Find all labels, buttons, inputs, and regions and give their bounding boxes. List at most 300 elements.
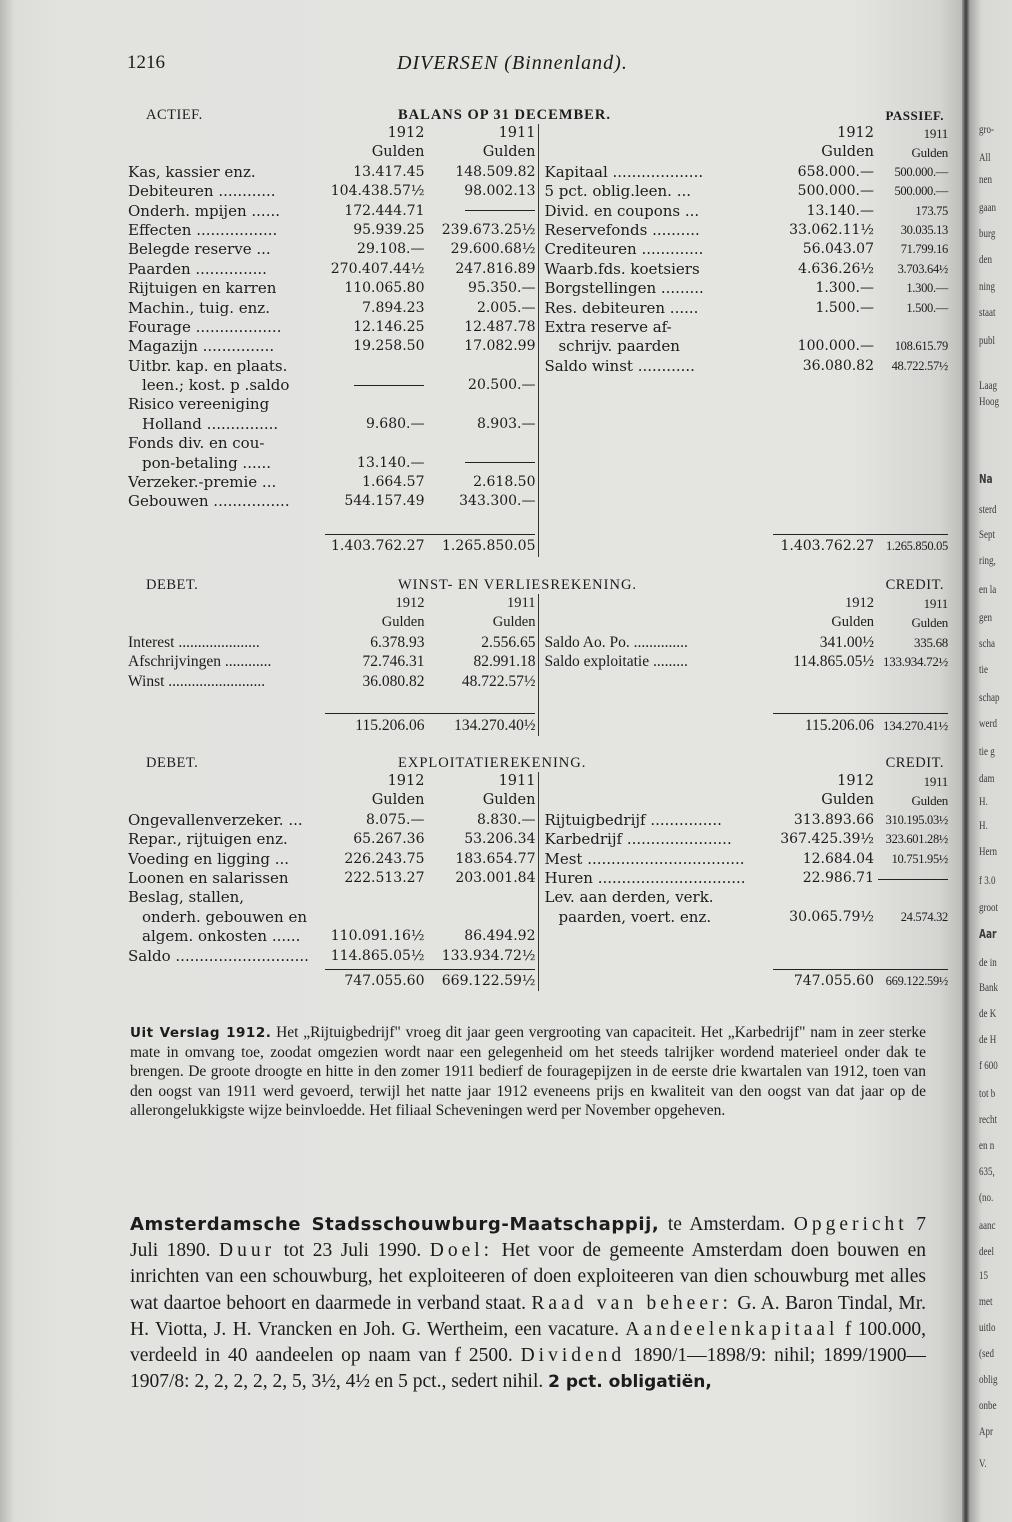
row-label — [544, 537, 780, 556]
value-1911: 343.300.— — [459, 493, 536, 510]
value-1912: 56.043.07 — [802, 241, 874, 258]
value-1911: 669.122.59½ — [441, 972, 536, 989]
board-label: Raad van beheer: — [531, 1292, 732, 1314]
value-1911: 133.934.72½ — [441, 947, 536, 964]
operating-account — [128, 754, 948, 991]
value-1912: 1912 — [845, 595, 874, 611]
table-row — [128, 240, 538, 259]
value-1912 — [326, 908, 424, 927]
value-1912 — [326, 357, 424, 376]
unit-header-row — [128, 791, 538, 810]
unit-header-row — [544, 791, 948, 810]
unit-label: Gulden — [371, 792, 425, 809]
value-1911: 173.75 — [915, 203, 948, 218]
value-1912: 1.664.57 — [362, 474, 425, 491]
value-1911: 1911 — [923, 126, 948, 141]
row-label: Divid. en coupons ... — [544, 201, 700, 220]
operating-account-header — [128, 754, 948, 772]
facing-page-fragment: 635, — [979, 1164, 995, 1178]
total-row — [128, 972, 538, 991]
table-row — [544, 652, 948, 671]
column-header-row — [544, 124, 948, 143]
row-label — [544, 947, 780, 966]
table-row — [544, 869, 948, 888]
value-1912: 100.000.— — [797, 338, 874, 355]
row-label: Beslag, stallen, — [128, 888, 245, 907]
value-1912: 36.080.82 — [362, 672, 425, 690]
spacer-row — [544, 473, 948, 492]
facing-page-fragment: Sept — [979, 527, 996, 541]
row-label: Holland ............... — [142, 414, 279, 433]
row-label: Afschrijvingen ............ — [128, 653, 272, 671]
table-row — [544, 888, 948, 907]
table-row — [128, 927, 538, 946]
row-label: Waarb.fds. koetsiers — [544, 259, 700, 278]
value-1911: 500.000.— — [894, 164, 948, 179]
unit-label: Gulden — [371, 144, 425, 161]
company-name: Amsterdamsche Stadsschouwburg-Maatschappij, — [130, 1214, 660, 1235]
row-label: Reservefonds .......... — [544, 220, 700, 239]
page-number: 1216 — [127, 52, 165, 73]
share-capital-label: Aandeelenkapitaal — [625, 1318, 839, 1340]
row-label: Onderh. mpijen ...... — [128, 201, 280, 220]
value-1912: 367.425.39½ — [780, 831, 874, 848]
row-label: Saldo winst ............ — [544, 356, 695, 375]
value-1911: 29.600.68½ — [450, 241, 536, 258]
row-label: Verzeker.-premie ... — [128, 473, 277, 492]
facing-page-fragment: Bank — [979, 980, 999, 994]
total-rule — [544, 710, 948, 716]
facing-page-fragment: groot — [979, 900, 999, 914]
table-row — [128, 454, 538, 473]
value-1911: 1.265.850.05 — [885, 539, 948, 554]
value-1911 — [424, 395, 538, 414]
facing-page-fragment: oblig — [979, 1372, 998, 1386]
value-1911: 239.673.25½ — [441, 221, 536, 238]
facing-page-fragment: Hoog — [979, 394, 1000, 408]
spacer-row — [128, 691, 538, 710]
value-1912: 110.091.16½ — [330, 928, 425, 945]
row-label — [544, 791, 780, 810]
value-1912: 36.080.82 — [802, 357, 874, 374]
value-1912: 110.065.80 — [344, 280, 425, 297]
value-1911: 1.300.— — [906, 281, 948, 296]
facing-page-fragment: V. — [979, 1456, 987, 1470]
row-label: Mest ................................. — [544, 849, 745, 868]
row-label: paarden, voert. enz. — [558, 907, 712, 926]
spacer-row — [128, 512, 538, 531]
facing-page-fragment: werd — [979, 716, 997, 730]
unit-header-row — [544, 613, 948, 632]
value-1912: 270.407.44½ — [330, 260, 425, 277]
actief-label: ACTIEF. — [146, 107, 203, 123]
value-1911: 24.574.32 — [900, 909, 948, 924]
row-label — [128, 143, 326, 162]
total-row — [544, 716, 948, 735]
value-1912: 747.055.60 — [344, 972, 425, 989]
row-label: Fonds div. en cou- — [128, 434, 265, 453]
table-row — [544, 221, 948, 240]
facing-page-fragment: uitlo — [979, 1320, 996, 1334]
value-1911: 1911 — [498, 125, 536, 141]
value-1911 — [874, 869, 948, 888]
spacer-row — [544, 672, 948, 691]
row-label — [544, 613, 780, 632]
table-row — [128, 163, 538, 182]
facing-page-fragment: ning — [979, 279, 996, 293]
column-header-row — [128, 594, 538, 613]
passief-column — [539, 124, 948, 557]
table-row — [544, 850, 948, 869]
founded-value: 7 Juli 1890. — [130, 1214, 926, 1262]
row-label: Crediteuren ............. — [544, 240, 704, 259]
value-1912: 115.206.06 — [355, 717, 425, 735]
table-row — [128, 811, 538, 830]
value-1911 — [424, 454, 538, 473]
credit-label: CREDIT. — [885, 577, 944, 593]
facing-page-fragment: burg — [979, 226, 996, 240]
value-1912: 22.986.71 — [802, 869, 874, 886]
table-row — [544, 337, 948, 356]
row-label: Effecten ................. — [128, 220, 278, 239]
value-1911: 669.122.59½ — [885, 973, 948, 988]
table-row — [128, 672, 538, 691]
value-1912: 95.939.25 — [353, 221, 425, 238]
duration-value: tot 23 Juli 1990. — [283, 1240, 422, 1262]
value-1912: 1.403.762.27 — [330, 538, 425, 555]
row-label: Kapitaal ................... — [544, 162, 704, 181]
value-1912: 313.893.66 — [793, 811, 874, 828]
value-1911: 500.000.— — [894, 184, 948, 199]
total-rule — [128, 966, 538, 972]
value-1912: 65.267.36 — [353, 831, 425, 848]
value-1911: 108.615.79 — [894, 339, 948, 354]
value-1912: 19.258.50 — [353, 338, 425, 355]
table-row — [544, 357, 948, 376]
row-label — [128, 772, 326, 791]
total-rule — [128, 531, 538, 537]
value-1912: 658.000.— — [797, 163, 874, 180]
value-1912: 72.746.31 — [362, 653, 425, 671]
value-1911: 310.195.03½ — [885, 812, 948, 827]
operating-credit-column — [539, 772, 948, 991]
table-row — [544, 908, 948, 927]
facing-page-fragment: onbe — [979, 1398, 997, 1412]
unit-header-row — [544, 143, 948, 162]
table-row — [128, 299, 538, 318]
value-1912: 33.062.11½ — [789, 221, 874, 238]
table-row — [544, 279, 948, 298]
row-label: Belegde reserve ... — [128, 240, 271, 259]
value-1912: 9.680.— — [365, 415, 425, 432]
table-row — [128, 473, 538, 492]
row-label: 5 pct. oblig.leen. ... — [544, 182, 692, 201]
row-label: Gebouwen ................ — [128, 492, 290, 511]
table-row — [128, 260, 538, 279]
total-row — [128, 716, 538, 735]
value-1912: 115.206.06 — [804, 717, 874, 735]
report-paragraph — [130, 1023, 926, 1120]
spacer-row — [544, 415, 948, 434]
value-1912: 114.865.05½ — [330, 947, 425, 964]
row-label: Winst ......................... — [128, 672, 266, 690]
row-label — [544, 772, 780, 791]
facing-page-fragment: Na — [979, 472, 993, 486]
value-1911 — [424, 908, 538, 927]
facing-page-fragment: All — [979, 150, 991, 164]
debet-label: DEBET. — [146, 755, 199, 771]
spacer-row — [544, 434, 948, 453]
value-1911 — [874, 947, 948, 966]
value-1911: 82.991.18 — [473, 653, 536, 671]
balance-sheet-title: BALANS OP 31 DECEMBER. — [398, 107, 611, 123]
value-1912: 747.055.60 — [793, 972, 874, 989]
unit-label: Gulden — [831, 614, 874, 631]
row-label — [544, 972, 780, 991]
unit-label: Gulden — [911, 615, 948, 631]
value-1911: 95.350.— — [468, 280, 536, 297]
value-1912: 1912 — [387, 773, 425, 789]
value-1911 — [874, 318, 948, 337]
facing-page-fragment: tie — [979, 662, 988, 676]
row-label — [128, 791, 326, 810]
table-row — [544, 318, 948, 337]
value-1911: 20.500.— — [468, 377, 536, 394]
table-row — [128, 337, 538, 356]
facing-page-fragment: nen — [979, 172, 992, 186]
purpose-label: Doel: — [429, 1240, 494, 1262]
facing-page-fragment: gaan — [979, 200, 996, 214]
value-1912 — [780, 947, 874, 966]
table-row — [544, 633, 948, 652]
row-label: Rijtuigen en karren — [128, 279, 277, 298]
table-row — [128, 869, 538, 888]
value-1912: 12.684.04 — [802, 850, 874, 867]
table-row — [128, 279, 538, 298]
column-header-row — [128, 772, 538, 791]
value-1911 — [424, 888, 538, 907]
facing-page-fragment: tie g — [979, 744, 995, 758]
bonds-label: 2 pct. obligatiën, — [548, 1372, 712, 1393]
value-1911: 1.500.— — [906, 300, 948, 315]
value-1912: 1912 — [387, 125, 425, 141]
table-row — [128, 908, 538, 927]
value-1911: 1911 — [923, 774, 948, 789]
dividend-label: Dividend — [520, 1345, 626, 1367]
profit-loss-title: WINST- EN VERLIESREKENING. — [398, 577, 638, 593]
balance-sheet-header — [128, 106, 948, 124]
row-label — [128, 124, 326, 143]
row-label — [128, 613, 326, 632]
table-row — [128, 182, 538, 201]
row-label — [128, 537, 326, 556]
row-label: Kas, kassier enz. — [128, 162, 256, 181]
value-1912 — [326, 376, 424, 395]
facing-page-fragment: en la — [979, 582, 997, 596]
table-row — [544, 927, 948, 946]
value-1912: 8.075.— — [365, 811, 425, 828]
value-1911: 48.722.57½ — [891, 358, 948, 373]
value-1912: 13.417.45 — [353, 163, 425, 180]
table-row — [128, 318, 538, 337]
total-row — [128, 537, 538, 556]
table-row — [544, 947, 948, 966]
row-label: Lev. aan derden, verk. — [544, 888, 714, 907]
row-label: Extra reserve af- — [544, 317, 672, 336]
facing-page-fragment: Hern — [979, 844, 997, 858]
unit-label: Gulden — [911, 793, 948, 809]
row-label: Ongevallenverzeker. ... — [128, 810, 303, 829]
facing-page-fragment: gen — [979, 610, 992, 624]
table-row — [128, 830, 538, 849]
column-header-row — [128, 124, 538, 143]
table-row — [544, 811, 948, 830]
table-row — [128, 947, 538, 966]
total-row — [544, 537, 948, 556]
unit-label: Gulden — [482, 144, 536, 161]
table-row — [128, 492, 538, 511]
profit-loss-account — [128, 576, 948, 736]
value-1912: 114.865.05½ — [793, 653, 874, 671]
value-1911: 2.556.65 — [481, 633, 536, 651]
table-row — [128, 434, 538, 453]
facing-page-fragment: ring, — [979, 553, 996, 567]
spacer-row — [544, 691, 948, 710]
row-label — [544, 716, 780, 735]
facing-page-fragment: f 600 — [979, 1058, 998, 1072]
value-1912: 13.140.— — [357, 454, 425, 471]
row-label: Loonen en salarissen — [128, 868, 289, 887]
value-1911: 1911 — [498, 773, 536, 789]
facing-page-fragment: deel — [979, 1244, 994, 1258]
row-label: algem. onkosten ...... — [142, 927, 301, 946]
balance-sheet — [128, 106, 948, 557]
facing-page-fragment: de H — [979, 1032, 997, 1046]
row-label: Saldo exploitatie ......... — [544, 653, 688, 671]
table-row — [128, 652, 538, 671]
value-1911: 247.816.89 — [455, 260, 536, 277]
value-1912: 13.140.— — [806, 202, 874, 219]
row-label — [544, 927, 780, 946]
value-1912: 222.513.27 — [344, 869, 425, 886]
value-1912: 1.403.762.27 — [780, 538, 874, 555]
row-label: Uitbr. kap. en plaats. — [128, 356, 288, 375]
facing-page-fragment: H. — [979, 818, 988, 832]
facing-page-fragment: (no. — [979, 1190, 994, 1204]
value-1912: 341.00½ — [819, 633, 874, 651]
facing-page-fragment: dam — [979, 771, 995, 785]
total-row — [544, 972, 948, 991]
table-row — [128, 357, 538, 376]
row-label: Borgstellingen ......... — [544, 279, 704, 298]
row-label: schrijv. paarden — [558, 337, 680, 356]
value-1911: 323.601.28½ — [885, 832, 948, 847]
facing-page-fragment: de in — [979, 955, 997, 969]
profit-loss-header — [128, 576, 948, 594]
row-label: Paarden ............... — [128, 259, 267, 278]
passief-label: PASSIEF. — [885, 108, 944, 123]
value-1911: 10.751.95½ — [891, 851, 948, 866]
row-label: Magazijn ............... — [128, 337, 275, 356]
table-row — [544, 260, 948, 279]
table-row — [544, 830, 948, 849]
value-1912 — [780, 888, 874, 907]
table-row — [128, 376, 538, 395]
total-rule — [544, 531, 948, 537]
value-1911: 134.270.41½ — [883, 718, 948, 734]
company-entry — [130, 1212, 926, 1395]
value-1912: 104.438.57½ — [330, 183, 425, 200]
value-1912: 500.000.— — [797, 183, 874, 200]
row-label: onderh. gebouwen en — [142, 907, 307, 926]
spacer-row — [544, 376, 948, 395]
unit-label: Gulden — [821, 792, 874, 809]
value-1911: 48.722.57½ — [461, 672, 536, 690]
row-label: Repar., rijtuigen enz. — [128, 830, 288, 849]
page-title: DIVERSEN (Binnenland). — [397, 52, 628, 74]
row-label: Saldo ............................ — [128, 946, 309, 965]
row-label: Res. debiteuren ...... — [544, 298, 699, 317]
value-1911: 133.934.72½ — [883, 654, 948, 670]
row-label — [128, 594, 326, 613]
column-header-row — [544, 594, 948, 613]
facing-page-fragment: f 3.0 — [979, 873, 996, 887]
facing-page-fragment: publ — [979, 333, 996, 347]
facing-page-fragment: de K — [979, 1006, 997, 1020]
value-1912: 4.636.26½ — [798, 260, 874, 277]
credit-label: CREDIT. — [885, 755, 944, 771]
duration-label: Duur — [219, 1240, 276, 1262]
value-1911: 203.001.84 — [455, 869, 536, 886]
facing-page-fragment: H. — [979, 794, 988, 808]
row-label: Fourage .................. — [128, 317, 282, 336]
facing-page-fragment: aanc — [979, 1218, 996, 1232]
facing-page-fragment: met — [979, 1294, 993, 1308]
report-lead: Uit Verslag 1912. — [130, 1025, 272, 1041]
value-1911: 71.799.16 — [900, 242, 948, 257]
row-label: Voeding en ligging ... — [128, 849, 290, 868]
facing-page-fragment: staat — [979, 305, 996, 319]
row-label — [544, 124, 780, 143]
table-row — [544, 299, 948, 318]
facing-page-fragment: (sed — [979, 1346, 994, 1360]
facing-page-fragment: Laag — [979, 378, 997, 392]
value-1912 — [780, 927, 874, 946]
column-header-row — [544, 772, 948, 791]
value-1912 — [326, 434, 424, 453]
value-1911: 1.265.850.05 — [441, 538, 536, 555]
unit-header-row — [128, 613, 538, 632]
facing-page-fragment: den — [979, 252, 992, 266]
value-1911: 12.487.78 — [464, 318, 536, 335]
spacer-row — [544, 454, 948, 473]
total-rule — [128, 710, 538, 716]
row-label: Debiteuren ............ — [128, 182, 276, 201]
value-1911 — [424, 202, 538, 221]
table-row — [128, 415, 538, 434]
value-1912: 1.500.— — [815, 299, 874, 316]
value-1912: 30.065.79½ — [789, 908, 874, 925]
table-row — [128, 633, 538, 652]
purpose-value: Het voor de gemeente Amsterdam doen bouwen en inrichten van een schouwburg, het exploiteeren of doen exploiteeren van dien schouwburg met alles wat daartoe behoort en daarmede in verband staat. — [130, 1240, 927, 1314]
value-1912: 226.243.75 — [344, 850, 425, 867]
value-1911: 86.494.92 — [464, 928, 536, 945]
table-row — [544, 202, 948, 221]
value-1911: 148.509.82 — [455, 163, 536, 180]
value-1912: 1912 — [837, 125, 874, 141]
total-rule — [544, 966, 948, 972]
value-1912: 1912 — [837, 773, 874, 789]
